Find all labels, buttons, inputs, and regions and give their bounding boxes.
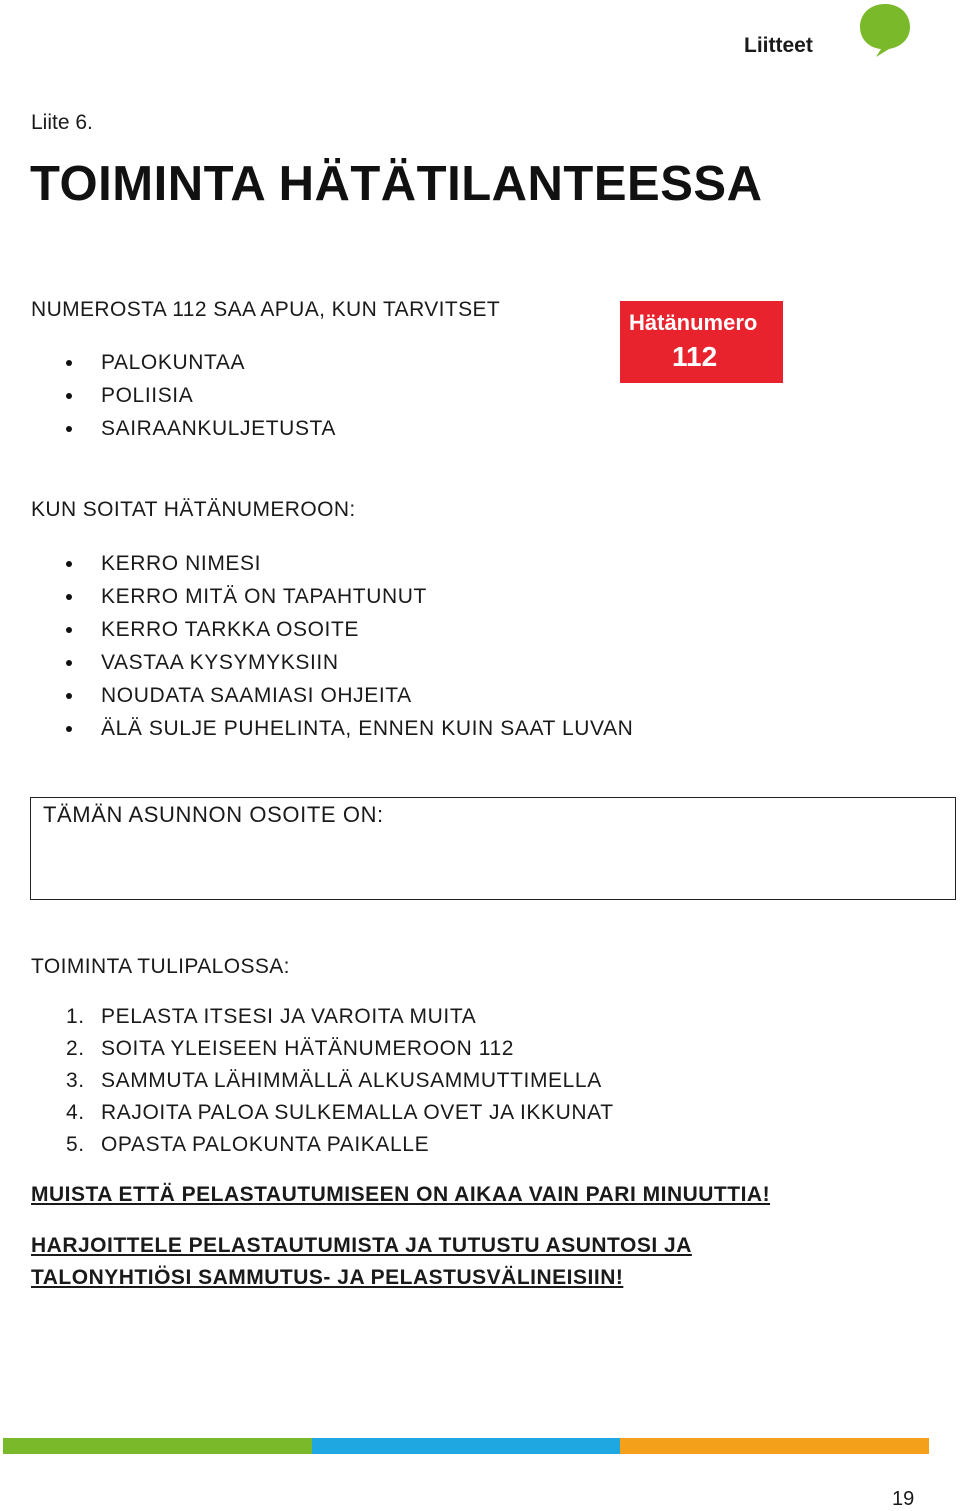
list-item	[0, 1065, 614, 1097]
footer-stripe-blue	[312, 1438, 620, 1454]
step-number: 1.	[66, 1005, 85, 1028]
speech-bubble-icon	[856, 2, 914, 58]
list-item: VASTAA KYSYMYKSIIN	[0, 646, 633, 679]
step-number: 5.	[66, 1133, 85, 1156]
list-item	[0, 1033, 614, 1065]
call-instructions-list	[0, 547, 633, 745]
appendix-label: Liite 6.	[31, 111, 93, 134]
list-item: POLIISIA	[0, 379, 336, 412]
footer-stripe-green	[3, 1438, 312, 1454]
list-item: NOUDATA SAAMIASI OHJEITA	[0, 679, 633, 712]
address-field-box[interactable]	[30, 797, 956, 900]
list-item: SAIRAANKULJETUSTA	[0, 412, 336, 445]
practice-note-line-2: TALONYHTIÖSI SAMMUTUS- JA PELASTUSVÄLINEISIIN!	[31, 1266, 624, 1289]
list-item: KERRO MITÄ ON TAPAHTUNUT	[0, 580, 633, 613]
list-item: PALOKUNTAA	[0, 346, 336, 379]
footer-stripe-orange	[620, 1438, 929, 1454]
address-label: TÄMÄN ASUNNON OSOITE ON:	[43, 802, 384, 827]
practice-note-line-1: HARJOITTELE PELASTAUTUMISTA JA TUTUSTU ASUNTOSI JA	[31, 1234, 692, 1257]
fire-heading: TOIMINTA TULIPALOSSA:	[31, 955, 290, 978]
page-title: TOIMINTA HÄTÄTILANTEESSA	[30, 157, 763, 211]
badge-title: Hätänumero	[629, 310, 758, 335]
list-item: ÄLÄ SULJE PUHELINTA, ENNEN KUIN SAAT LUVAN	[0, 712, 633, 745]
list-item: KERRO NIMESI	[0, 547, 633, 580]
badge-number: 112	[672, 341, 718, 372]
step-text: SOITA YLEISEEN HÄTÄNUMEROON 112	[101, 1037, 515, 1060]
help-heading: NUMEROSTA 112 SAA APUA, KUN TARVITSET	[31, 298, 501, 321]
remember-note: MUISTA ETTÄ PELASTAUTUMISEEN ON AIKAA VAIN PARI MINUUTTIA!	[31, 1183, 771, 1206]
page-number: 19	[892, 1488, 915, 1510]
list-item	[0, 1097, 614, 1129]
step-text: RAJOITA PALOA SULKEMALLA OVET JA IKKUNAT	[101, 1101, 614, 1124]
emergency-number-badge	[620, 301, 783, 383]
call-heading: KUN SOITAT HÄTÄNUMEROON:	[31, 498, 356, 521]
fire-steps-list	[0, 1001, 614, 1161]
step-text: SAMMUTA LÄHIMMÄLLÄ ALKUSAMMUTTIMELLA	[101, 1069, 602, 1092]
help-list	[0, 346, 336, 445]
step-number: 4.	[66, 1101, 85, 1124]
list-item	[0, 1129, 614, 1161]
section-header-label: Liitteet	[744, 34, 813, 57]
step-number: 2.	[66, 1037, 85, 1060]
step-text: PELASTA ITSESI JA VAROITA MUITA	[101, 1005, 477, 1028]
step-text: OPASTA PALOKUNTA PAIKALLE	[101, 1133, 430, 1156]
list-item: KERRO TARKKA OSOITE	[0, 613, 633, 646]
step-number: 3.	[66, 1069, 85, 1092]
list-item	[0, 1001, 614, 1033]
